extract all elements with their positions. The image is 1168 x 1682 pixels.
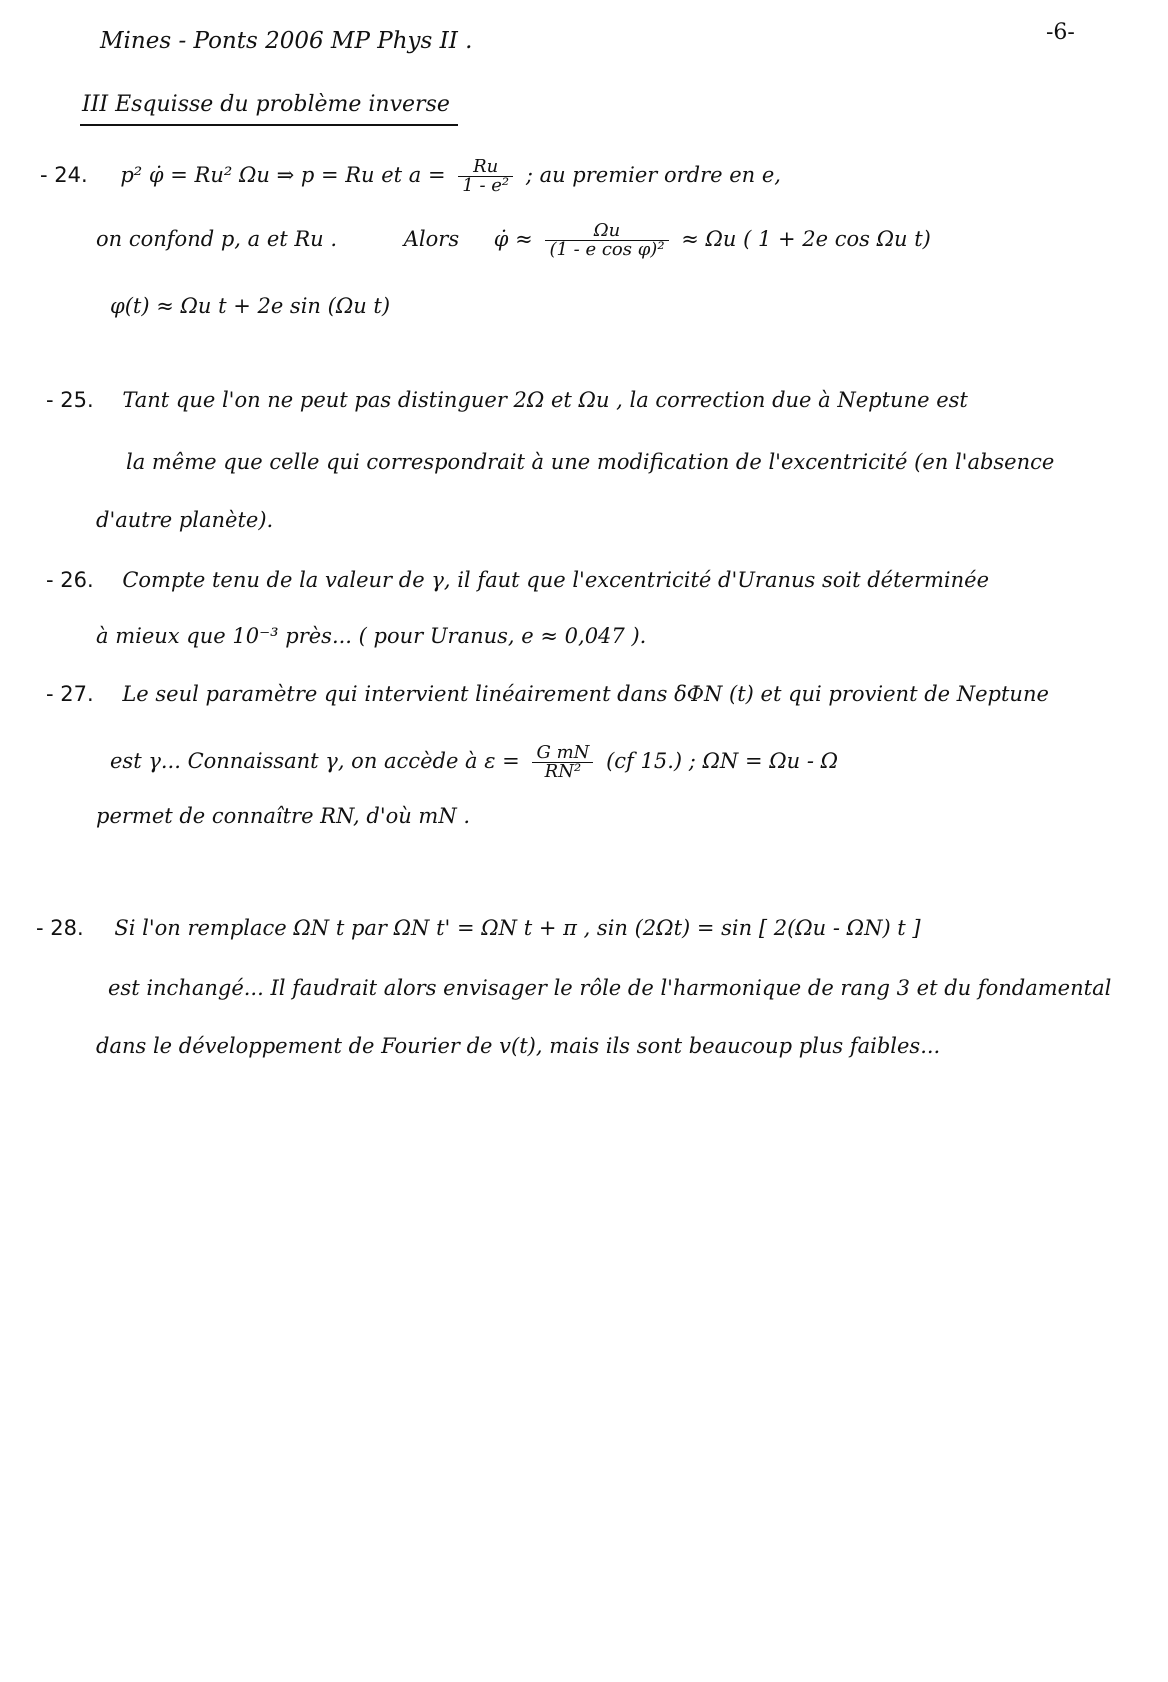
question-25-line-1 [46,390,968,411]
question-25-line-3: d'autre planète). [96,508,274,532]
fraction-numerator: Ru [458,158,513,177]
question-24-line-1 [40,158,781,195]
question-27-number: - 27. [46,682,94,706]
fraction-denominator: 1 - e² [462,175,510,196]
question-24-line-3: φ(t) ≈ Ωu t + 2e sin (Ωu t) [110,294,391,318]
section-heading: III Esquisse du problème inverse [82,92,450,117]
question-26-line-1 [46,570,989,591]
question-24-phi-dot: φ̇ ≈ [493,227,533,251]
question-28-line-1 [36,918,921,939]
question-27-line-3: permet de connaître RN, d'où mN . [96,804,471,828]
question-24-fraction-a [458,158,513,195]
question-25-line-2: la même que celle qui correspondrait à une modification de l'excentricité (en l'absence [126,450,1055,474]
question-27-fraction-epsilon [532,744,593,781]
page-header-title: Mines - Ponts 2006 MP Phys II . [100,28,473,54]
question-28-number: - 28. [36,916,84,940]
question-25-number: - 25. [46,388,94,412]
question-24-alors: Alors [403,227,460,251]
fraction-denominator: (1 - e cos φ)² [549,239,665,260]
question-24-line-2 [96,222,931,259]
question-24-approx: ≈ Ωu ( 1 + 2e cos Ωu t) [681,227,931,251]
question-24-number: - 24. [40,163,88,187]
question-26-number: - 26. [46,568,94,592]
question-27-text-1: Le seul paramètre qui intervient linéairement dans δΦN (t) et qui provient de Neptune [122,682,1049,706]
question-27-line-2 [110,744,838,781]
question-24-tail: ; au premier ordre en e, [525,163,781,187]
question-27-line-2-tail: (cf 15.) ; ΩN = Ωu - Ω [606,749,839,773]
question-27-line-1 [46,684,1049,705]
question-24-equation: p² φ̇ = Ru² Ωu ⇒ p = Ru et a = [120,163,446,187]
question-26-line-2: à mieux que 10⁻³ près... ( pour Uranus, e ≈ 0,047 ). [96,624,647,648]
fraction-numerator: Ωu [545,222,668,241]
question-28-line-2: est inchangé... Il faudrait alors envisager le rôle de l'harmonique de rang 3 et du fondamental [108,976,1112,1000]
question-28-text-1: Si l'on remplace ΩN t par ΩN t' = ΩN t + π , sin (2Ωt) = sin [ 2(Ωu - ΩN) t ] [114,916,921,940]
question-24-line-2-start: on confond p, a et Ru . [96,227,338,251]
fraction-denominator: RN² [544,761,582,782]
question-28-line-3: dans le développement de Fourier de v(t), mais ils sont beaucoup plus faibles... [96,1034,941,1058]
question-25-text-1: Tant que l'on ne peut pas distinguer 2Ω et Ωu , la correction due à Neptune est [122,388,968,412]
page-number: -6- [1046,20,1075,45]
fraction-numerator: G mN [532,744,593,763]
section-heading-underline [80,124,458,126]
question-26-text-1: Compte tenu de la valeur de γ, il faut que l'excentricité d'Uranus soit déterminée [122,568,990,592]
question-24-fraction-phi [545,222,668,259]
question-27-line-2-start: est γ... Connaissant γ, on accède à ε = [110,749,520,773]
